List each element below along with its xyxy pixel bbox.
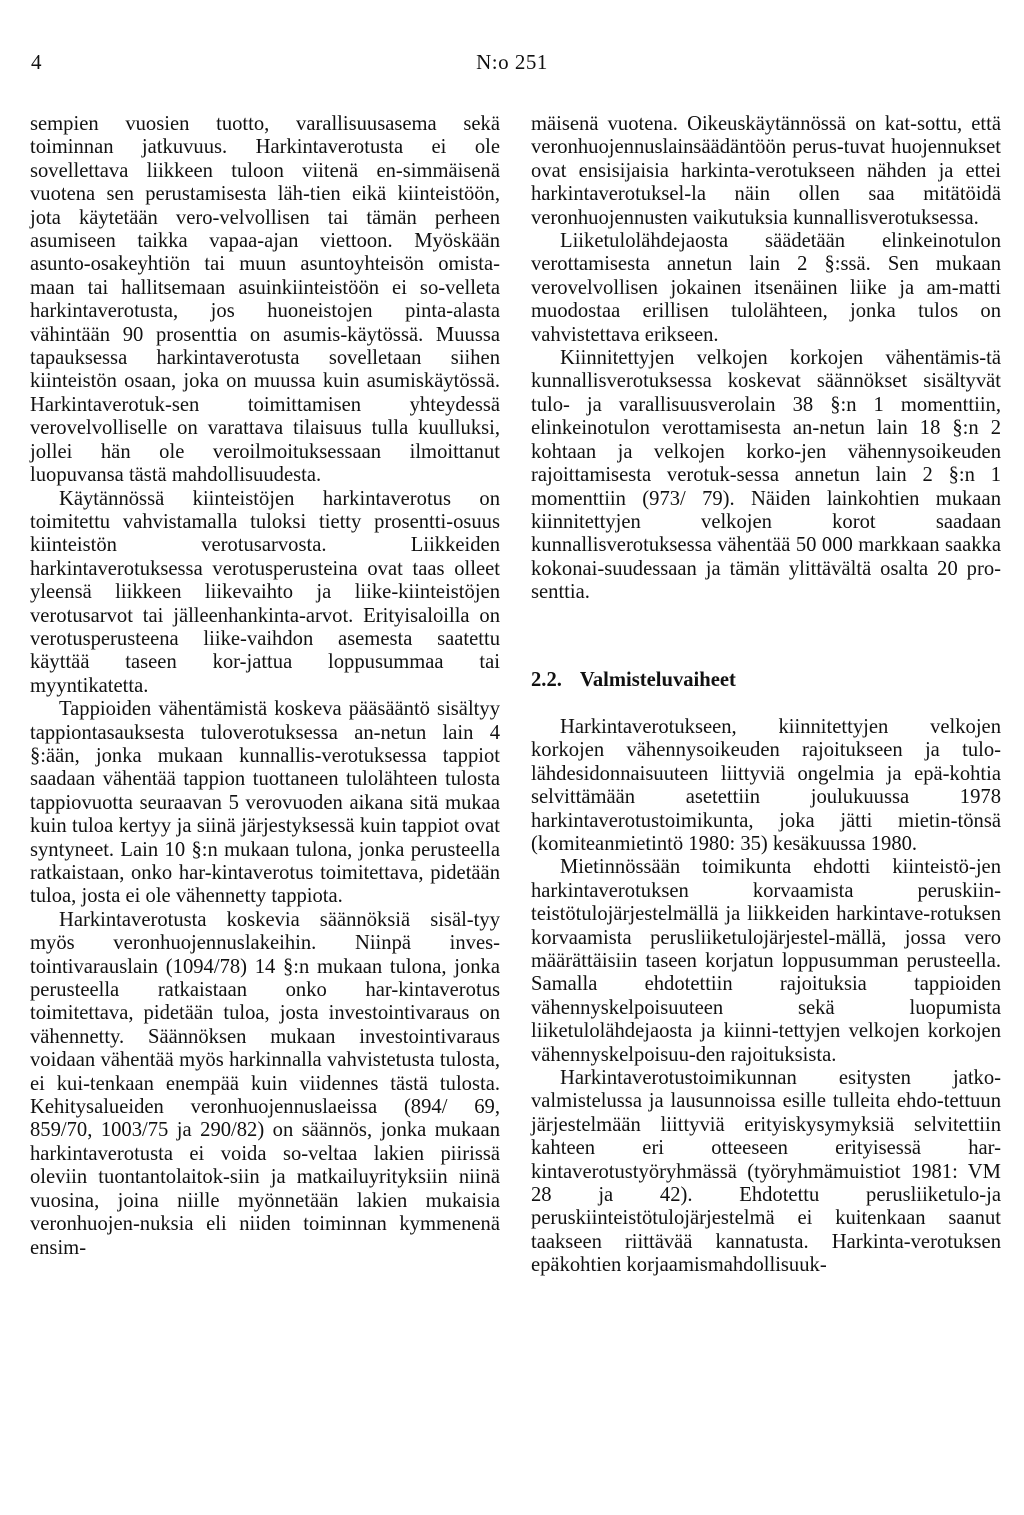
left-column: [30, 113, 500, 1260]
paragraph: Harkintaverotusta koskevia säännöksiä sisäl-tyy myös veronhuojennuslakeihin. Niinpä inves-tointivarauslain (1094/78) 14 §:n mukaan tulona, jonka perusteella ratkaistaan onko har-kintaverotus toimitettava, pidetään tuloa, josta investointivaraus on vähennetty. Säännöksen mukaan investointivaraus voidaan vähentää myös harkinnalla vahvistetusta tulosta, ei kui-tenkaan enempää kuin viidennes tästä tulosta. Kehitysalueiden veronhuojennuslaeissa (894/ 69, 859/70, 1003/75 ja 290/82) on säännös, jonka mukaan harkintaverotusta ei voida so-veltaa lakien piirissä oleviin tuontantolaitok-siin ja matkailuyrityksiin niinä vuosina, joina niille myönnetään lakien mukaisia veronhuojen-nuksia eli niiden toiminnan kymmenenä ensim-: [30, 908, 500, 1259]
section-number: 2.2.: [531, 668, 562, 691]
paragraph: Harkintaverotukseen, kiinnitettyjen velkojen korkojen vähennysoikeuden rajoitukseen ja tulo-lähdesidonnaisuuteen liittyviä ongelmia ja epä-kohtia selvittämään asetettiin joulukuussa 1978 harkintaverotustoimikunta, joka jätti mietin-tönsä (komiteanmietintö 1980: 35) kesäkuussa 1980.: [531, 715, 1001, 855]
paragraph: Kiinnitettyjen velkojen korkojen vähentämis-tä kunnallisverotuksessa koskevat säännökset sisältyvät tulo- ja varallisuusverolain 38 §:n 1 momenttiin, elinkeinotulon verottamisesta an-netun lain 18 §:n 2 kohtaan ja velkojen korko-jen vähennysoikeuden rajoittamisesta verotuk-sessa annetun lain 2 §:n 1 momenttiin (973/ 79). Näiden lainkohtien mukaan kiinnitettyjen velkojen korot saadaan kunnallisverotuksessa vähentää 50 000 markkaan saakka kokonai-suudessaan ja tämän ylittävältä osalta 20 pro-senttia.: [531, 347, 1001, 604]
page-number: 4: [31, 50, 42, 74]
section-title: Valmisteluvaiheet: [579, 668, 736, 691]
document-number: N:o 251: [476, 50, 548, 74]
paragraph: mäisenä vuotena. Oikeuskäytännössä on kat-sottu, että veronhuojennuslainsäädäntöön perus-tuvat huojennukset ovat ensisijaisia harkinta-verotukseen nähden ja ettei harkintaverotuksel-la näin ollen saa mitätöidä veronhuojennusten vaikutuksia kunnallisverotuksessa.: [531, 113, 1001, 229]
paragraph: Käytännössä kiinteistöjen harkintaverotus on toimitettu vahvistamalla tuloksi tietty prosentti-osuus kiinteistön verotusarvosta. Liikkeiden harkintaverotuksessa verotusperusteina ovat taas olleet yleensä liikkeen liikevaihto ja liike-kiinteistöjen verotusarvot tai jälleenhankinta-arvot. Erityisaloilla on verotusperusteena liike-vaihdon asemesta saatettu käyttää taseen kor-jattua loppusummaa tai myyntikatetta.: [30, 487, 500, 697]
paragraph: sempien vuosien tuotto, varallisuusasema sekä toiminnan jatkuvuus. Harkintaverotusta ei ole sovellettava liikkeen tuloon viitenä en-simmäisenä vuotena sen perustamisesta läh-tien eikä kiinteistöön, jota käytetään vero-velvollisen tai tämän perheen asumiseen taikka vapaa-ajan viettoon. Myöskään asunto-osakeyhtiön tai muun asuntoyhteisön omista-maan tai hallitsemaan asuinkiinteistöön ei so-velleta harkintaverotusta, jos huoneistojen pinta-alasta vähintään 90 prosenttia on asumis-käytössä. Muussa tapauksessa harkintaverotusta sovelletaan siihen kiinteistön osaan, joka on muussa kuin asumiskäytössä. Harkintaverotuk-sen toimittamisen yhteydessä verovelvolliselle on varattava tilaisuus tulla kuulluksi, jollei hän ole veroilmoituksessaan ilmoittanut luopuvansa tästä mahdollisuudesta.: [30, 113, 500, 487]
section-heading: [531, 669, 1001, 692]
right-column: [531, 113, 1001, 1278]
paragraph: Mietinnössään toimikunta ehdotti kiinteistö-jen harkintaverotuksen korvaamista peruskiin-teistötulojärjestelmällä ja liikkeiden harkintave-rotuksen korvaamista perusliiketulojärjestel-mällä, jossa vero määrättäisiin taseen korjatun loppusumman perusteella. Samalla ehdotettiin rajoituksia tappioiden vähennyskelpoisuuteen sekä luopumista liiketulolähdejaosta ja kiinni-tettyjen velkojen korkojen vähennyskelpoisuu-den rajoituksista.: [531, 856, 1001, 1066]
paragraph: Tappioiden vähentämistä koskeva pääsääntö sisältyy tappiontasauksesta tuloverotuksessa an-netun lain 4 §:ään, jonka mukaan kunnallis-verotuksessa tappiot saadaan vähentää tappion tuottaneen tulolähteen tulosta tappiovuotta seuraavan 5 verovuoden aikana sitä mukaa kuin tuloa kertyy ja siinä järjestyksessä kuin tappiot ovat syntyneet. Lain 10 §:n mukaan tulona, jonka perusteella ratkaistaan, onko har-kintaverotus toimitettava, pidetään tuloa, josta ei ole vähennetty tappiota.: [30, 698, 500, 908]
paragraph: Liiketulolähdejaosta säädetään elinkeinotulon verottamisesta annetun lain 2 §:ssä. Sen mukaan verovelvollisen jokainen itsenäinen liike ja am-matti muodostaa erillisen tulolähteen, jonka tulos on vahvistettava erikseen.: [531, 230, 1001, 346]
paragraph: Harkintaverotustoimikunnan esitysten jatko-valmistelussa ja lausunnoissa esille tulleita ehdo-tettuun järjestelmään liittyviä erityiskysymyksiä selvitettiin kahteen eri otteeseen erityisessä har-kintaverotustyöryhmässä (työryhmämuistiot 1981: VM 28 ja 42). Ehdotettu perusliiketulo-ja peruskiinteistötulojärjestelmä ei kuitenkaan saanut taakseen riittävää kannatusta. Harkinta-verotuksen epäkohtien korjaamismahdollisuuk-: [531, 1067, 1001, 1277]
